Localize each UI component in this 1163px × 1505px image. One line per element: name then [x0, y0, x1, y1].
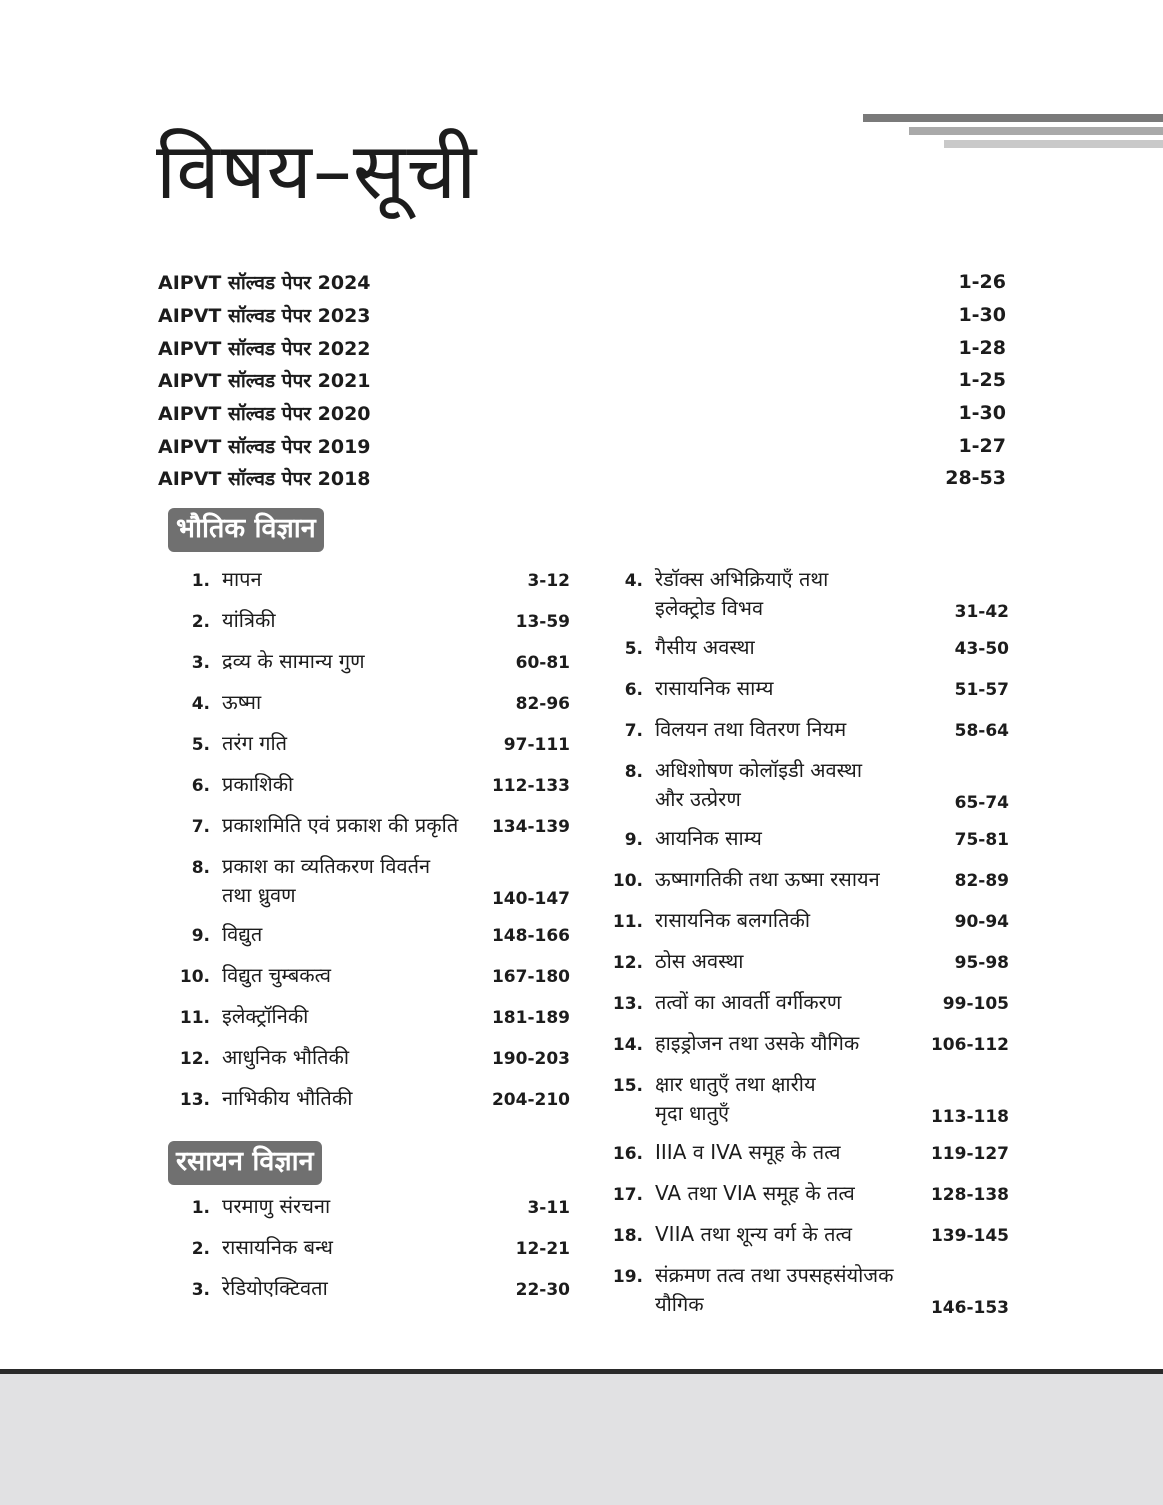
toc-row: [601, 947, 1009, 988]
toc-row: [601, 988, 1009, 1029]
toc-row: [601, 1138, 1009, 1179]
toc-item-title: [643, 824, 921, 853]
toc-item-title-line2: तथा ध्रुवण: [222, 883, 296, 907]
toc-item-pages: 31-42: [954, 602, 1009, 622]
toc-item-pages: 128-138: [930, 1185, 1009, 1205]
toc-row: [601, 756, 1009, 824]
toc-item-title-line2: और उत्प्रेरण: [655, 787, 741, 811]
toc-item-title-line1: रेडॉक्स अभिक्रियाएँ तथा: [655, 567, 829, 591]
toc-item-pages: 60-81: [515, 653, 570, 673]
toc-item-title: [643, 1029, 921, 1058]
toc-item-title-line1: हाइड्रोजन तथा उसके यौगिक: [655, 1031, 860, 1055]
toc-item-pages: 82-89: [954, 871, 1009, 891]
toc-row: [168, 1233, 570, 1274]
toc-row: [168, 1274, 570, 1315]
toc-row: [601, 1261, 1009, 1329]
toc-row: [168, 811, 570, 852]
toc-item-title: [210, 920, 482, 949]
toc-row: [168, 688, 570, 729]
toc-item-pages: 181-189: [491, 1008, 570, 1028]
toc-item-title-line1: ऊष्मागतिकी तथा ऊष्मा रसायन: [655, 867, 880, 891]
toc-row: [601, 1220, 1009, 1261]
toc-row: [168, 1192, 570, 1233]
toc-item-title-line1: आधुनिक भौतिकी: [222, 1045, 350, 1069]
toc-item-title-line1: रासायनिक बलगतिकी: [655, 908, 811, 932]
toc-item-title-line1: प्रकाशमिति एवं प्रकाश की प्रकृति: [222, 813, 459, 837]
toc-row: [601, 715, 1009, 756]
toc-row-solved-paper: [158, 397, 1006, 430]
solved-paper-label: AIPVT सॉल्वड पेपर 2021: [158, 370, 371, 393]
toc-item-title-line1: यांत्रिकी: [222, 608, 276, 632]
solved-paper-label: AIPVT सॉल्वड पेपर 2018: [158, 468, 371, 491]
toc-row-solved-paper: [158, 364, 1006, 397]
toc-item-number: 5.: [624, 639, 643, 659]
toc-item-title: [643, 1261, 921, 1319]
toc-item-title-line1: इलेक्ट्रॉनिकी: [222, 1004, 309, 1028]
toc-item-number: 7.: [624, 721, 643, 741]
decorative-stripe-middle: [909, 127, 1163, 135]
toc-item-number: 11.: [179, 1008, 210, 1028]
toc-item-title: [643, 1220, 921, 1249]
toc-item-number: 7.: [191, 817, 210, 837]
toc-row-solved-paper: [158, 462, 1006, 495]
toc-item-number: 8.: [624, 762, 643, 782]
toc-item-title-line1: ठोस अवस्था: [655, 949, 744, 973]
toc-row: [168, 647, 570, 688]
toc-item-title-line1: विलयन तथा वितरण नियम: [655, 717, 847, 741]
toc-item-title: [643, 988, 921, 1017]
toc-item-title-line1: तरंग गति: [222, 731, 288, 755]
toc-row: [168, 1043, 570, 1084]
toc-item-pages: 65-74: [954, 793, 1009, 813]
toc-item-pages: 82-96: [515, 694, 570, 714]
toc-row: [168, 961, 570, 1002]
chemistry-heading: रसायन विज्ञान: [168, 1141, 322, 1185]
toc-item-pages: 43-50: [954, 639, 1009, 659]
toc-row: [168, 920, 570, 961]
solved-paper-pages: 1-30: [958, 304, 1006, 327]
toc-item-title-line1: परमाणु संरचना: [222, 1194, 331, 1218]
toc-item-title: [210, 565, 482, 594]
toc-row-solved-paper: [158, 299, 1006, 332]
solved-paper-pages: 1-30: [958, 402, 1006, 425]
solved-paper-pages: 28-53: [945, 467, 1006, 490]
toc-item-number: 11.: [612, 912, 643, 932]
toc-item-pages: 99-105: [942, 994, 1009, 1014]
toc-item-title-line1: प्रकाश का व्यतिकरण विवर्तन: [222, 854, 431, 878]
toc-row: [168, 770, 570, 811]
toc-row: [601, 865, 1009, 906]
toc-item-title: [210, 1274, 482, 1303]
toc-item-title: [210, 1002, 482, 1031]
physics-toc: [168, 565, 570, 1125]
toc-item-number: 8.: [191, 858, 210, 878]
toc-item-title: [210, 1043, 482, 1072]
toc-item-title: [643, 565, 921, 623]
toc-row: [168, 1084, 570, 1125]
toc-item-number: 1.: [191, 1198, 210, 1218]
toc-item-title: [643, 947, 921, 976]
toc-item-pages: 204-210: [491, 1090, 570, 1110]
toc-item-number: 10.: [612, 871, 643, 891]
toc-item-number: 6.: [624, 680, 643, 700]
toc-item-pages: 12-21: [515, 1239, 570, 1259]
toc-item-title: [210, 606, 482, 635]
toc-item-pages: 58-64: [954, 721, 1009, 741]
toc-item-number: 12.: [179, 1049, 210, 1069]
toc-item-title: [643, 1179, 921, 1208]
solved-paper-label: AIPVT सॉल्वड पेपर 2023: [158, 305, 371, 328]
toc-item-title-line1: नाभिकीय भौतिकी: [222, 1086, 353, 1110]
solved-paper-pages: 1-27: [958, 434, 1006, 457]
toc-item-title-line1: आयनिक साम्य: [655, 826, 762, 850]
toc-item-title-line1: ऊष्मा: [222, 690, 262, 714]
toc-item-title: [210, 688, 482, 717]
toc-item-title: [210, 811, 482, 840]
toc-row: [168, 1002, 570, 1043]
solved-paper-label: AIPVT सॉल्वड पेपर 2019: [158, 435, 371, 458]
toc-item-title-line1: संक्रमण तत्व तथा उपसहसंयोजक: [655, 1263, 894, 1287]
toc-item-title: [643, 1138, 921, 1167]
solved-paper-label: AIPVT सॉल्वड पेपर 2020: [158, 403, 371, 426]
toc-item-pages: 22-30: [515, 1280, 570, 1300]
toc-item-number: 2.: [191, 1239, 210, 1259]
toc-item-title: [210, 961, 482, 990]
toc-item-number: 6.: [191, 776, 210, 796]
toc-item-title-line1: प्रकाशिकी: [222, 772, 294, 796]
toc-item-title-line1: द्रव्य के सामान्य गुण: [222, 649, 365, 673]
toc-item-title-line1: VA तथा VIA समूह के तत्व: [655, 1181, 855, 1205]
solved-paper-label: AIPVT सॉल्वड पेपर 2022: [158, 337, 371, 360]
toc-item-title-line1: विद्युत चुम्बकत्व: [222, 963, 332, 987]
page-title: विषय–सूची: [156, 127, 478, 217]
toc-item-pages: 146-153: [930, 1298, 1009, 1318]
toc-item-pages: 112-133: [491, 776, 570, 796]
toc-item-pages: 139-145: [930, 1226, 1009, 1246]
toc-item-title-line1: क्षार धातुएँ तथा क्षारीय: [655, 1072, 816, 1096]
toc-item-number: 17.: [612, 1185, 643, 1205]
toc-item-title-line2: इलेक्ट्रोड विभव: [655, 596, 764, 620]
toc-item-pages: 148-166: [491, 926, 570, 946]
toc-row: [601, 906, 1009, 947]
toc-item-title-line1: मापन: [222, 567, 262, 591]
toc-item-title: [643, 674, 921, 703]
toc-row: [168, 729, 570, 770]
toc-item-title: [210, 729, 482, 758]
toc-item-title: [210, 1233, 482, 1262]
toc-item-title-line1: रेडियोएक्टिवता: [222, 1276, 328, 1300]
toc-item-pages: 51-57: [954, 680, 1009, 700]
toc-item-title: [643, 865, 921, 894]
toc-row: [601, 824, 1009, 865]
toc-item-title: [643, 1070, 921, 1128]
toc-item-title: [643, 715, 921, 744]
toc-row-solved-paper: [158, 429, 1006, 462]
toc-item-pages: 13-59: [515, 612, 570, 632]
toc-row: [601, 1029, 1009, 1070]
toc-item-number: 13.: [179, 1090, 210, 1110]
footer-band: [0, 1369, 1163, 1505]
toc-item-title-line1: तत्वों का आवर्ती वर्गीकरण: [655, 990, 842, 1014]
solved-paper-pages: 1-26: [958, 271, 1006, 294]
solved-papers-list: [158, 266, 1006, 495]
toc-item-number: 14.: [612, 1035, 643, 1055]
toc-row: [601, 1179, 1009, 1220]
toc-item-pages: 167-180: [491, 967, 570, 987]
toc-item-number: 13.: [612, 994, 643, 1014]
toc-item-pages: 3-11: [527, 1198, 570, 1218]
chemistry-toc-right: [601, 565, 1009, 1329]
toc-item-number: 12.: [612, 953, 643, 973]
toc-row: [601, 1070, 1009, 1138]
toc-item-title: [643, 633, 921, 662]
toc-item-title: [210, 852, 482, 910]
toc-item-number: 18.: [612, 1226, 643, 1246]
toc-item-pages: 190-203: [491, 1049, 570, 1069]
toc-item-pages: 90-94: [954, 912, 1009, 932]
toc-item-number: 16.: [612, 1144, 643, 1164]
toc-row: [601, 633, 1009, 674]
toc-item-number: 9.: [191, 926, 210, 946]
toc-item-number: 19.: [612, 1267, 643, 1287]
toc-item-pages: 113-118: [930, 1107, 1009, 1127]
toc-item-number: 1.: [191, 571, 210, 591]
toc-item-number: 2.: [191, 612, 210, 632]
toc-item-title-line1: VIIA तथा शून्य वर्ग के तत्व: [655, 1222, 852, 1246]
toc-item-title-line1: IIIA व IVA समूह के तत्व: [655, 1140, 841, 1164]
toc-row: [601, 674, 1009, 715]
chemistry-toc-left: [168, 1192, 570, 1315]
solved-paper-pages: 1-28: [958, 336, 1006, 359]
toc-row: [601, 565, 1009, 633]
toc-item-title: [210, 770, 482, 799]
decorative-stripe-top: [863, 114, 1163, 122]
toc-item-pages: 119-127: [930, 1144, 1009, 1164]
toc-item-title: [643, 756, 921, 814]
toc-row: [168, 852, 570, 920]
toc-item-title-line1: रासायनिक बन्ध: [222, 1235, 333, 1259]
decorative-stripe-bottom: [944, 140, 1163, 148]
toc-item-title: [210, 1084, 482, 1113]
toc-item-number: 3.: [191, 653, 210, 673]
toc-row: [168, 606, 570, 647]
toc-item-number: 4.: [624, 571, 643, 591]
toc-item-pages: 106-112: [930, 1035, 1009, 1055]
toc-item-number: 15.: [612, 1076, 643, 1096]
toc-item-pages: 75-81: [954, 830, 1009, 850]
toc-item-pages: 140-147: [491, 889, 570, 909]
toc-item-title-line1: अधिशोषण कोलॉइडी अवस्था: [655, 758, 862, 782]
toc-item-pages: 97-111: [503, 735, 570, 755]
toc-item-title: [210, 647, 482, 676]
toc-item-number: 4.: [191, 694, 210, 714]
toc-item-title-line2: मृदा धातुएँ: [655, 1101, 730, 1125]
solved-paper-pages: 1-25: [958, 369, 1006, 392]
toc-row: [168, 565, 570, 606]
toc-item-pages: 3-12: [527, 571, 570, 591]
toc-item-number: 5.: [191, 735, 210, 755]
toc-item-number: 10.: [179, 967, 210, 987]
toc-item-title-line2: यौगिक: [655, 1292, 704, 1316]
toc-row-solved-paper: [158, 266, 1006, 299]
toc-item-number: 3.: [191, 1280, 210, 1300]
toc-item-title-line1: गैसीय अवस्था: [655, 635, 755, 659]
toc-item-number: 9.: [624, 830, 643, 850]
toc-item-title: [643, 906, 921, 935]
physics-heading: भौतिक विज्ञान: [168, 508, 324, 552]
toc-row-solved-paper: [158, 331, 1006, 364]
toc-item-pages: 134-139: [491, 817, 570, 837]
toc-item-title: [210, 1192, 482, 1221]
toc-item-title-line1: विद्युत: [222, 922, 263, 946]
toc-item-pages: 95-98: [954, 953, 1009, 973]
solved-paper-label: AIPVT सॉल्वड पेपर 2024: [158, 272, 371, 295]
toc-item-title-line1: रासायनिक साम्य: [655, 676, 774, 700]
